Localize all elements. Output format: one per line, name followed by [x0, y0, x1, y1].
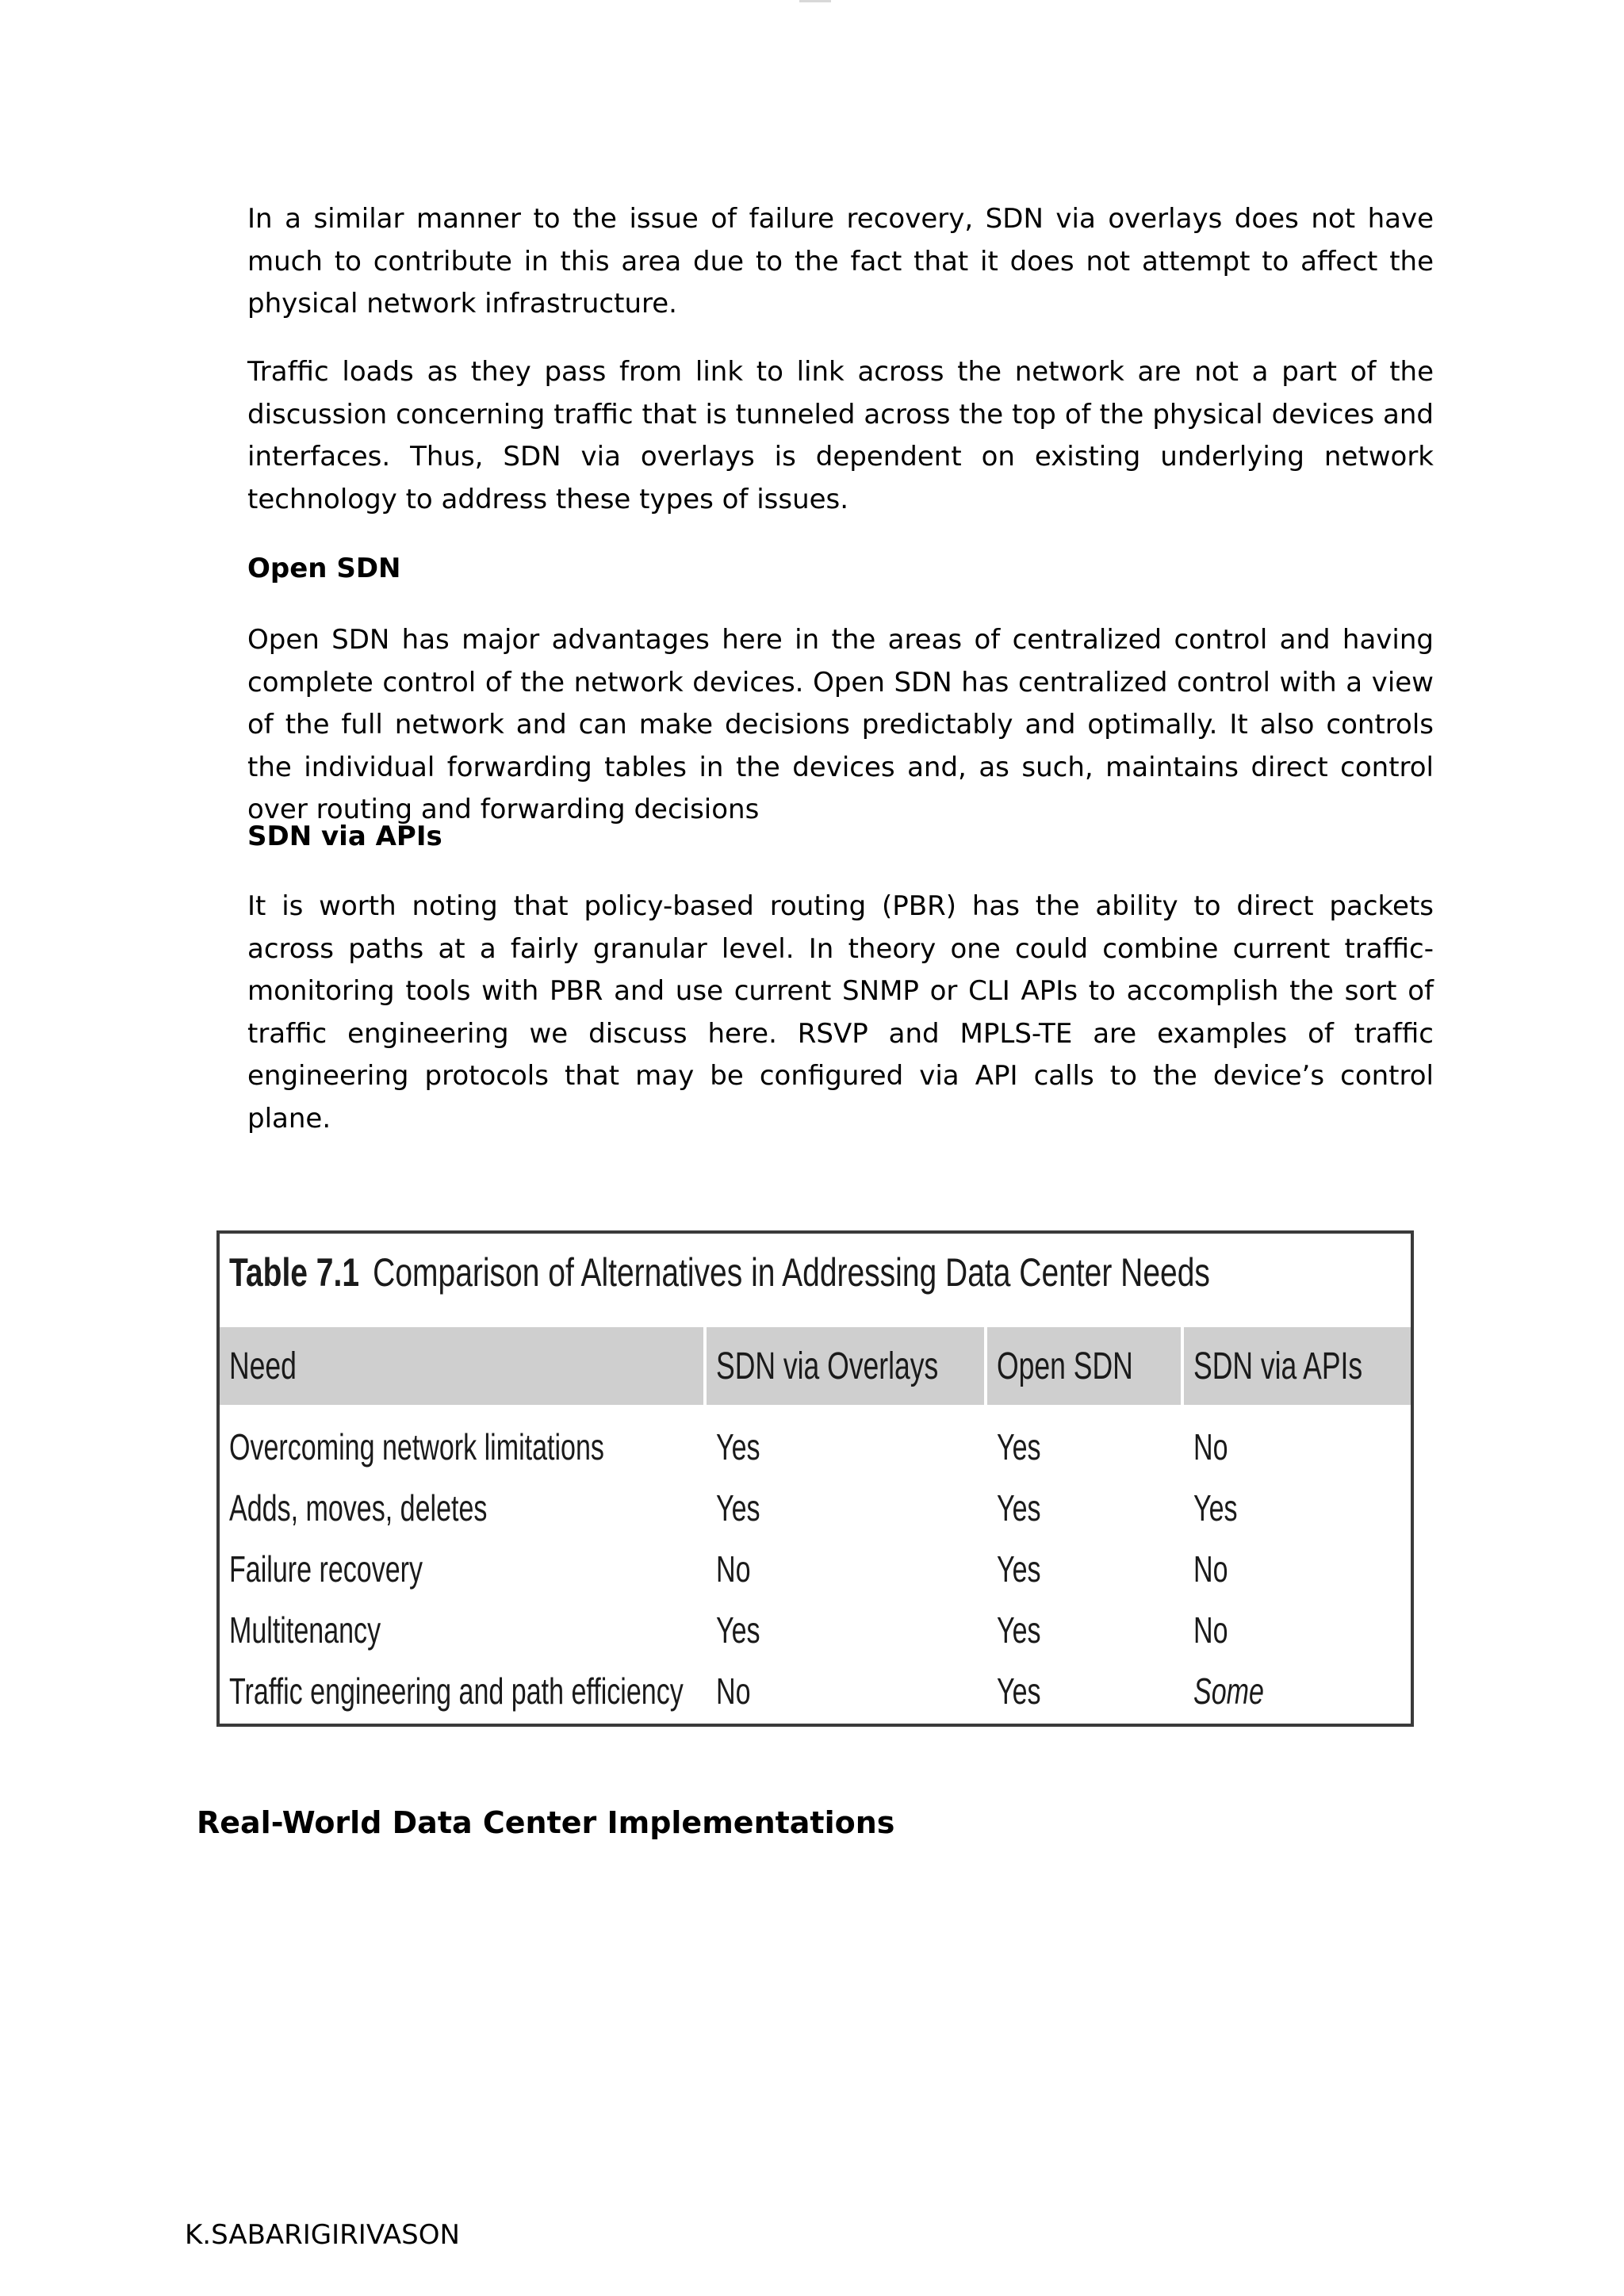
subheading-text: SDN via APIs — [247, 821, 442, 852]
table-cell: No — [1182, 1538, 1411, 1599]
table-cell: Some — [1182, 1660, 1411, 1721]
table-row — [220, 1477, 1411, 1538]
table-header-cell: Need — [220, 1327, 705, 1405]
table-cell: Overcoming network limitations — [220, 1405, 705, 1477]
table-header-cell: Open SDN — [986, 1327, 1182, 1405]
table-cell: Yes — [986, 1660, 1182, 1721]
paragraph-overlays-failure — [247, 198, 1434, 326]
table-cell: Yes — [986, 1477, 1182, 1538]
table-row — [220, 1538, 1411, 1599]
table-cell: Yes — [705, 1599, 986, 1660]
paragraph-open-sdn — [247, 619, 1434, 832]
table-cell: Traffic engineering and path efficiency — [220, 1660, 705, 1721]
paragraph-text: In a similar manner to the issue of failure recovery, SDN via overlays does not have much to contribute in this area due to the fact that it does not attempt to affect the physical network infrastructure. — [247, 203, 1434, 320]
table-cell: Adds, moves, deletes — [220, 1477, 705, 1538]
page-top-mark — [799, 0, 831, 2]
table-cell: Yes — [986, 1599, 1182, 1660]
comparison-table — [220, 1327, 1412, 1721]
footer-author: K.SABARIGIRIVASON — [185, 2219, 460, 2251]
paragraph-text: Trafﬁc loads as they pass from link to link across the network are not a part of the discussion concerning trafﬁc that is tunneled across the top of the physical devices and interfaces. Thus, SDN via overlays is dependent on existing underlying network technology to address these types of issues. — [247, 356, 1434, 515]
paragraph-text: It is worth noting that policy-based routing (PBR) has the ability to direct packets across paths at a fairly granular level. In theory one could combine current trafﬁc-monitoring tools with PBR and use current SNMP or CLI APIs to accomplish the sort of trafﬁc engineering we discuss here. RSVP and MPLS-TE are examples of trafﬁc engineering protocols that may be configured via API calls to the device’s control plane. — [247, 890, 1434, 1135]
section-heading: Real-World Data Center Implementations — [197, 1805, 895, 1840]
table-cell: Yes — [705, 1405, 986, 1477]
table-cell: Failure recovery — [220, 1538, 705, 1599]
table-row — [220, 1660, 1411, 1721]
table-cell: Yes — [986, 1405, 1182, 1477]
table-caption-text: Comparison of Alternatives in Addressing Data Center Needs — [373, 1250, 1210, 1295]
table-header-row — [220, 1327, 1411, 1405]
table-row — [220, 1405, 1411, 1477]
paragraph-text: Open SDN has major advantages here in the areas of centralized control and having complete control of the network devices. Open SDN has centralized control with a view of the full network and can make decisions predictably and optimally. It also controls the individual forwarding tables in the devices and, as such, maintains direct control over routing and forwarding decisions — [247, 624, 1434, 825]
subheading-sdn-via-apis — [247, 816, 1434, 859]
table-row — [220, 1599, 1411, 1660]
paragraph-sdn-via-apis — [247, 886, 1434, 1140]
table-header-cell: SDN via APIs — [1182, 1327, 1411, 1405]
table-cell: No — [705, 1538, 986, 1599]
table-cell: Yes — [986, 1538, 1182, 1599]
table-cell: No — [705, 1660, 986, 1721]
table-caption-number: Table 7.1 — [229, 1250, 360, 1295]
table-cell: No — [1182, 1405, 1411, 1477]
table-caption — [229, 1245, 1210, 1300]
table-cell: Multitenancy — [220, 1599, 705, 1660]
table-cell: Yes — [705, 1477, 986, 1538]
table-header-cell: SDN via Overlays — [705, 1327, 986, 1405]
table-cell: No — [1182, 1599, 1411, 1660]
table-cell: Yes — [1182, 1477, 1411, 1538]
subheading-open-sdn — [247, 548, 1434, 591]
comparison-table-figure — [216, 1230, 1414, 1727]
paragraph-traffic-loads — [247, 351, 1434, 521]
subheading-text: Open SDN — [247, 553, 401, 584]
